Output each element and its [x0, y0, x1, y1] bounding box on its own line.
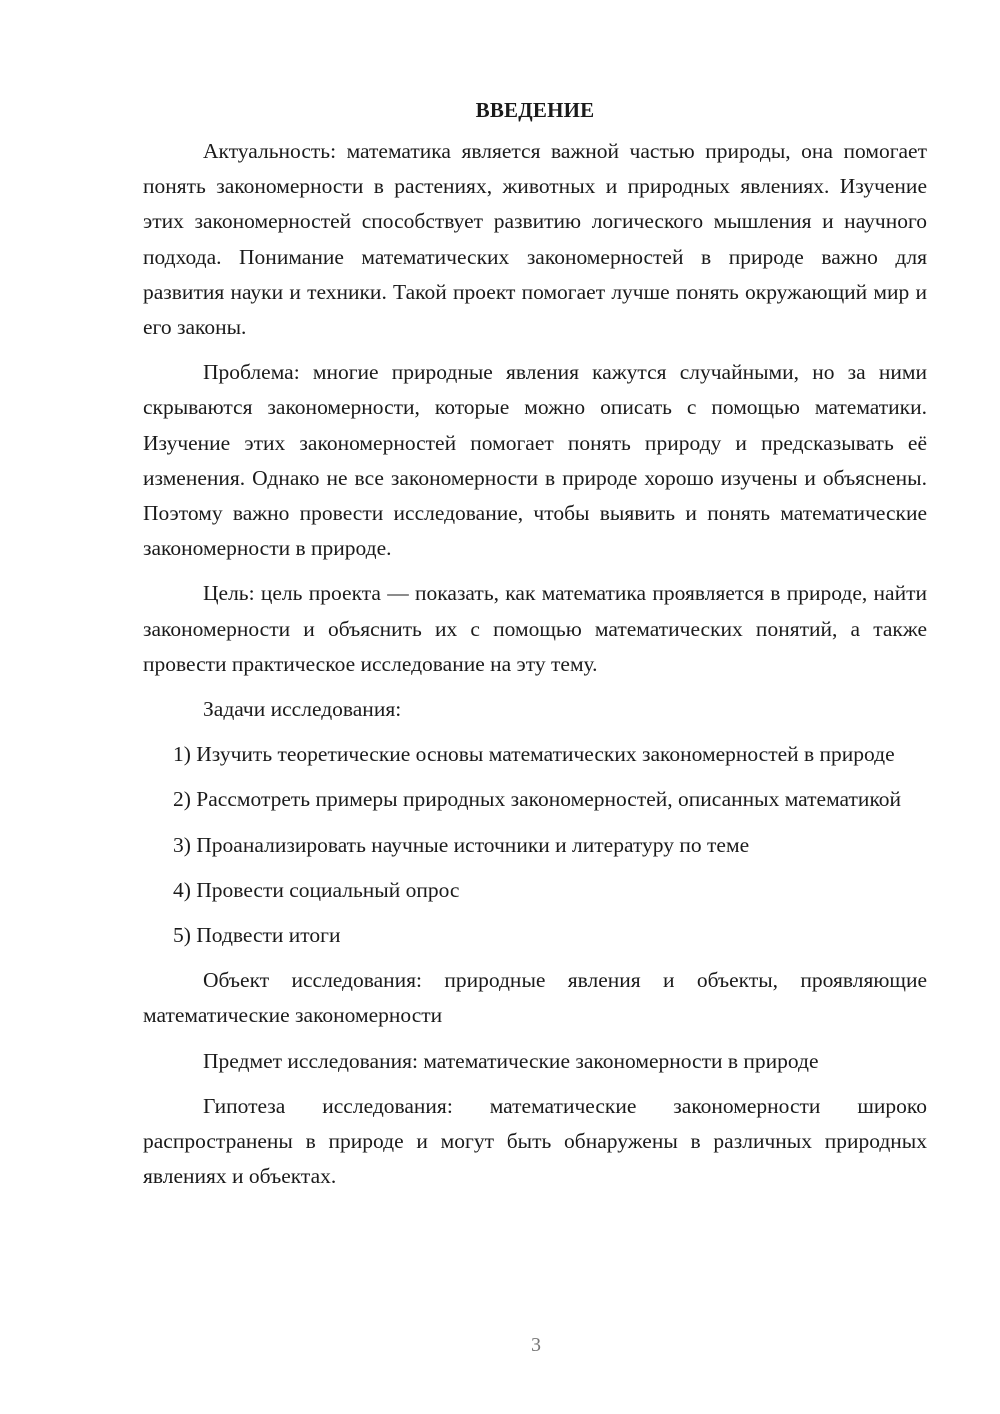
hypothesis-paragraph: Гипотеза исследования: математические закономерности широко распространены в природе и могут быть обнаружены в различных природных явлениях и объектах. — [143, 1093, 927, 1189]
task-item-5: 5) Подвести итоги — [173, 923, 341, 948]
tasks-heading: Задачи исследования: — [203, 697, 402, 722]
object-paragraph: Объект исследования: природные явления и объекты, проявляющие математические закономерности — [143, 968, 927, 1028]
subject-paragraph: Предмет исследования: математические закономерности в природе — [203, 1048, 819, 1073]
task-item-4: 4) Провести социальный опрос — [173, 877, 460, 902]
page-content — [143, 96, 927, 1204]
section-title: ВВЕДЕНИЕ — [475, 98, 595, 122]
relevance-paragraph: Актуальность: математика является важной частью природы, она помогает понять закономерности в растениях, животных и природных явлениях. Изучение этих закономерностей способствует развитию логического мышления и научного подхода. Понимание математических закономерностей в природе важно для развития науки и техники. Такой проект помогает лучше понять окружающий мир и его законы. — [143, 139, 927, 340]
task-item-2: 2) Рассмотреть примеры природных закономерностей, описанных математикой — [173, 787, 902, 812]
problem-paragraph: Проблема: многие природные явления кажутся случайными, но за ними скрываются закономерности, которые можно описать с помощью математики. Изучение этих закономерностей помогает понять природу и предсказывать её изменения. Однако не все закономерности в природе хорошо изучены и объяснены. Поэтому важно провести исследование, чтобы выявить и понять математические закономерности в природе. — [143, 360, 927, 561]
task-item-3: 3) Проанализировать научные источники и литературу по теме — [173, 832, 750, 857]
goal-paragraph: Цель: цель проекта — показать, как математика проявляется в природе, найти закономерности и объяснить их с помощью математических понятий, а также провести практическое исследование на эту тему. — [143, 581, 927, 676]
page-number: 3 — [531, 1334, 541, 1356]
task-item-1: 1) Изучить теоретические основы математических закономерностей в природе — [173, 742, 895, 767]
